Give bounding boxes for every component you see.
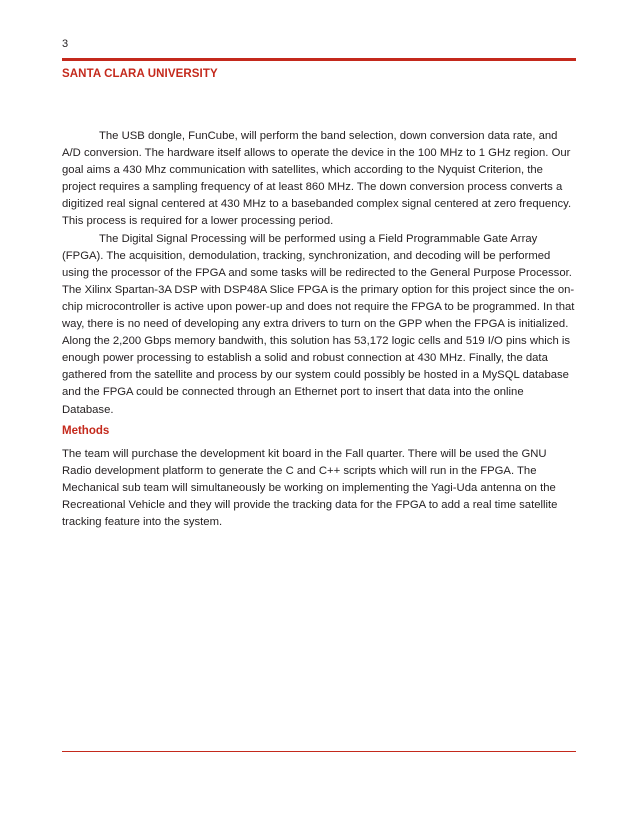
header-divider: [62, 58, 576, 61]
methods-heading: Methods: [62, 425, 110, 437]
body-text: [62, 128, 578, 419]
body-paragraph-2: The Digital Signal Processing will be performed using a Field Programmable Gate Array (FPGA). The acquisition, demodulation, tracking, synchronization, and decoding will be performed using the processor of the FPGA and some tasks will be redirected to the General Purpose Processor. The Xilinx Spartan-3A DSP with DSP48A Slice FPGA is the primary option for this project since the on-chip microcontroller is active upon power-up and does not require the FPGA to be programmed. In that way, there is no need of developing any extra drivers to turn on the GPP when the FPGA is initialized. Along the 2,200 Gbps memory bandwith, this solution has 53,172 logic cells and 519 I/O pins which is enough power processing to establish a solid and robust connection at 430 MHz. Finally, the data gathered from the satellite and process by our system could possibly be hosted in a MySQL database and the FPGA could be connected through an Ethernet port to insert that data into the online Database.: [62, 232, 575, 416]
page-number: 3: [62, 38, 69, 50]
footer-divider: [62, 751, 576, 752]
university-header: SANTA CLARA UNIVERSITY: [62, 68, 218, 80]
methods-paragraph: The team will purchase the development kit board in the Fall quarter. There will be used the GNU Radio development platform to generate the C and C++ scripts which will run in the FPGA. The Mechanical sub team will simultaneously be working on implementing the Yagi-Uda antenna on the Recreational Vehicle and they will provide the tracking data for the FPGA to add a real time satellite tracking feature into the system.: [62, 448, 558, 529]
methods-section: [62, 446, 578, 531]
body-paragraph-1: The USB dongle, FunCube, will perform the band selection, down conversion data rate, and A/D conversion. The hardware itself allows to operate the device in the 100 MHz to 1 GHz region. Our goal aims a 430 Mhz communication with satellites, which according to the Nyquist Criterion, the project requires a sampling frequency of at least 860 MHz. The down conversion process converts a digitized real signal centered at 430 MHz to a basebanded complex signal centered at zero frequency. This process is required for a lower processing period.: [62, 130, 572, 228]
